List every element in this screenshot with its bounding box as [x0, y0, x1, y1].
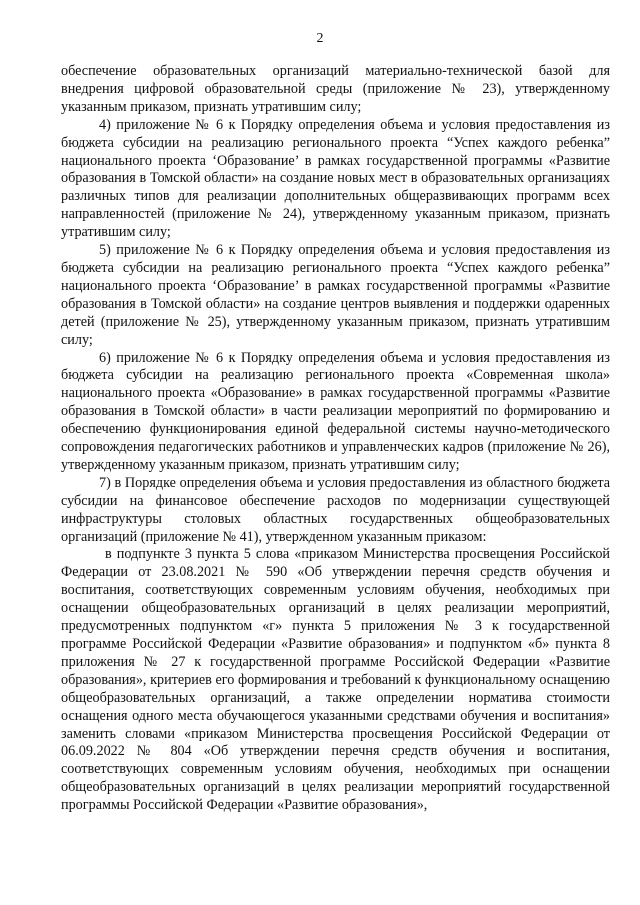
paragraph-item-7: 7) в Порядке определения объема и условия предоставления из областного бюджета субсидии на финансовое обеспечение расходов по модернизации существующей инфраструктуры столовых областных государственных общеобразовательных организаций (приложение № 41), утвержденном указанным приказом:	[61, 474, 610, 545]
paragraph-item-4: 4) приложение № 6 к Порядку определения объема и условия предоставления из бюджета субсидии на реализацию регионального проекта “Успех каждого ребенка” национального проекта ‘Образование’ в рамках государственной программы «Развитие образования в Томской области» на создание новых мест в образовательных организациях различных типов для реализации дополнительных общеразвивающих программ всех направленностей (приложение № 24), утвержденному указанным приказом, признать утратившим силу;	[61, 116, 610, 241]
page-number: 2	[316, 31, 324, 46]
paragraph-item-5: 5) приложение № 6 к Порядку определения объема и условия предоставления из бюджета субсидии на реализацию регионального проекта “Успех каждого ребенка” национального проекта ‘Образование’ в рамках государственной программы «Развитие образования в Томской области» на создание центров выявления и поддержки одаренных детей (приложение № 25), утвержденному указанным приказом, признать утратившим силу;	[61, 242, 610, 348]
document-body	[61, 63, 610, 815]
paragraph-continuation: обеспечение образовательных организаций материально-технической базой для внедрения цифровой образовательной среды (приложение № 23), утвержденному указанным приказом, признать утратившим силу;	[61, 63, 610, 115]
paragraph-item-6: 6) приложение № 6 к Порядку определения объема и условия предоставления из бюджета субсидии на реализацию регионального проекта «Современная школа» национального проекта «Образование» в рамках государственной программы «Развитие образования в Томской области» в части реализации мероприятий по формированию и обеспечению функционирования единой федеральной системы научно-методического сопровождения педагогических работников и управленческих кадров (приложение № 26), утвержденному указанным приказом, признать утратившим силу;	[61, 349, 610, 473]
paragraph-subpoint: в подпункте 3 пункта 5 слова «приказом Министерства просвещения Российской Федерации от 23.08.2021 № 590 «Об утверждении перечня средств обучения и воспитания, соответствующих современным условиям обучения, необходимых при оснащении общеобразовательных организаций в целях реализации мероприятий, предусмотренных подпунктом «г» пункта 5 приложения № 3 к государственной программе Российской Федерации «Развитие образования» и подпунктом «б» пункта 8 приложения № 27 к государственной программе Российской Федерации «Развитие образования», критериев его формирования и требований к функциональному оснащению общеобразовательных организаций, а также определении норматива стоимости оснащения одного места обучающегося указанными средствами обучения и воспитания» заменить словами «приказом Министерства просвещения Российской Федерации от 06.09.2022 № 804 «Об утверждении перечня средств обучения и воспитания, соответствующих современным условиям обучения, необходимых при оснащении общеобразовательных организаций в целях реализации мероприятий государственной программы Российской Федерации «Развитие образования»,	[61, 546, 610, 814]
